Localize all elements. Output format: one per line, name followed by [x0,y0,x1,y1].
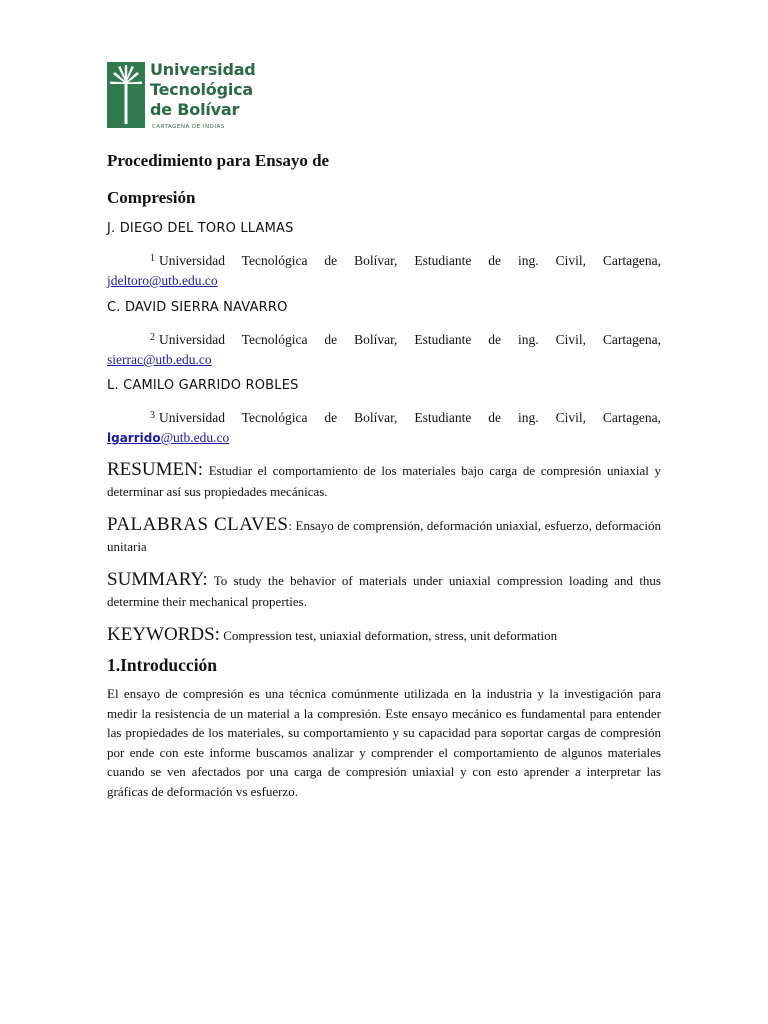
palm-tree-icon [107,62,145,128]
affiliation-text-1: Universidad Tecnológica de Bolívar, Estudiante de ing. Civil, Cartagena, [159,253,661,268]
author-name-2: C. DAVID SIERRA NAVARRO [107,300,288,315]
university-logo [107,60,256,132]
section-heading-introduction: 1.Introducción [107,655,218,675]
affiliation-text-3: Universidad Tecnológica de Bolívar, Estudiante de ing. Civil, Cartagena, [159,410,661,425]
author-email-link-2[interactable]: sierrac@utb.edu.co [107,352,212,367]
logo-line-3: de Bolívar [150,100,240,119]
summary-block [107,569,661,612]
palabras-claves-label: PALABRAS CLAVES [107,514,289,535]
resumen-text: Estudiar el comportamiento de los materiales bajo carga de compresión uniaxial y determinar así sus propiedades mecánicas. [107,463,662,499]
summary-text: To study the behavior of materials under uniaxial compression loading and thus determine their mechanical properties. [107,573,661,609]
affiliation-marker-3: 3 [150,410,155,421]
logo-wordmark [150,60,256,120]
affiliation-marker-2: 2 [150,332,155,343]
author-name-3: L. CAMILO GARRIDO ROBLES [107,378,299,393]
summary-label: SUMMARY: [107,569,208,590]
keywords-block [107,624,661,646]
document-title-line-2: Compresión [107,188,196,207]
author-affiliation-3 [107,406,661,448]
logo-line-1: Universidad [150,60,256,79]
affiliation-marker-1: 1 [150,253,155,264]
affiliation-text-2: Universidad Tecnológica de Bolívar, Estudiante de ing. Civil, Cartagena, [159,332,661,347]
logo-subtitle: CARTAGENA DE INDIAS [152,124,225,130]
resumen-block [107,459,661,502]
palabras-claves-text: Ensayo de comprensión, deformación uniaxial, esfuerzo, deformación unitaria [107,518,662,554]
document-title-line-1: Procedimiento para Ensayo de [107,151,330,170]
introduction-paragraph: El ensayo de compresión es una técnica comúnmente utilizada en la industria y la investigación para medir la resistencia de un material a la compresión. Este ensayo mecánico es fundamental para entender las propiedades de los materiales, su comportamiento y su capacidad para soportar cargas de compresión por ende con este informe buscamos analizar y comprender el comportamiento de algunos materiales cuando se ven afectados por una carga de compresión uniaxial y con esto aprender a interpretar las gráficas de deformación vs esfuerzo. [107,686,661,799]
author-email-link-3[interactable] [107,430,229,445]
logo-line-2: Tecnológica [150,80,254,99]
email-user-3[interactable]: lgarrido [107,431,161,445]
resumen-label: RESUMEN: [107,459,204,480]
email-domain-3[interactable]: @utb.edu.co [160,430,230,445]
keywords-text: Compression test, uniaxial deformation, stress, unit deformation [223,628,558,643]
keywords-label: KEYWORDS: [107,624,220,645]
author-affiliation-2 [107,328,661,370]
palabras-claves-block [107,514,661,557]
author-email-link-1[interactable]: jdeltoro@utb.edu.co [107,273,218,288]
palabras-claves-colon: : [288,518,293,533]
author-name-1: J. DIEGO DEL TORO LLAMAS [107,221,294,236]
author-affiliation-1 [107,249,661,291]
